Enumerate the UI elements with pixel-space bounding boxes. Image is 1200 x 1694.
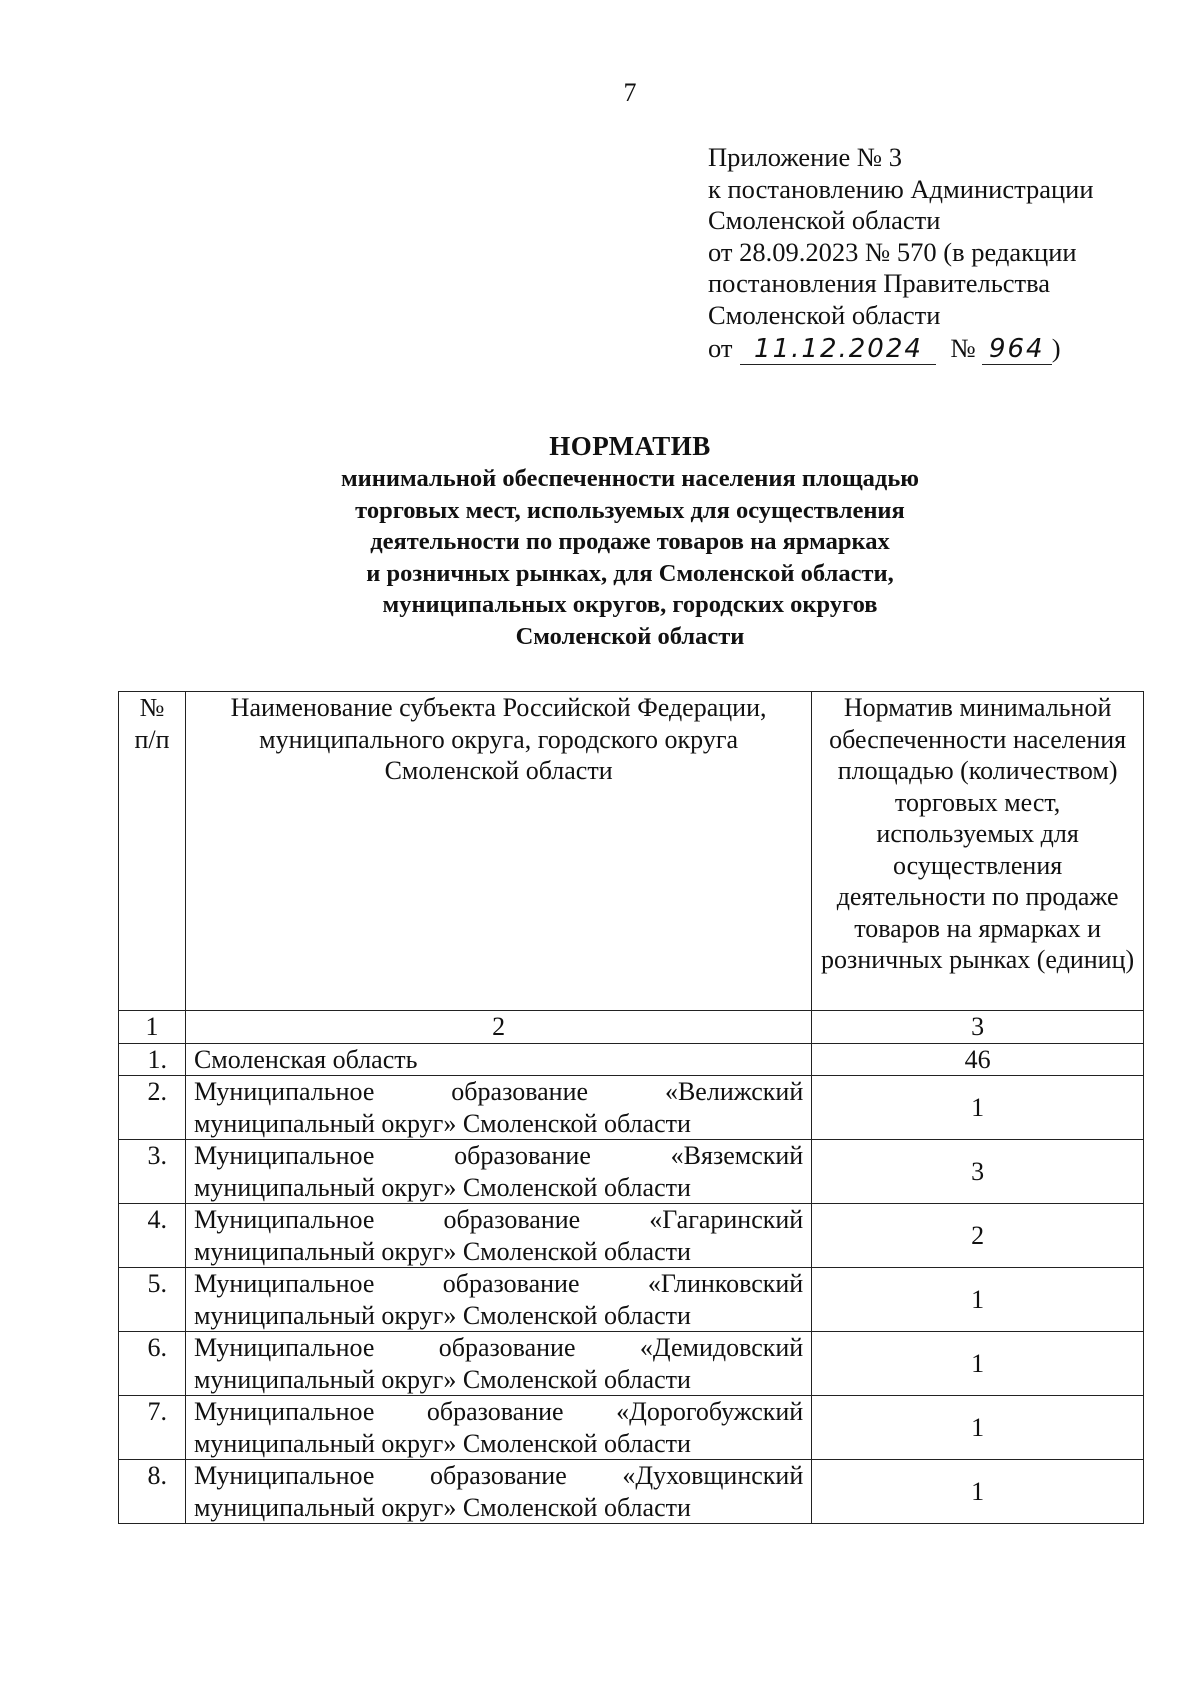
title-line: муниципальных округов, городских округов [382, 591, 878, 618]
row-name: Муниципальное образование «Гагаринский муниципальный округ» Смоленской области [185, 1204, 811, 1268]
title-line: минимальной обеспеченности населения площадью [340, 465, 920, 492]
appendix-block [708, 142, 1094, 365]
table-header-row [119, 692, 1144, 1011]
table-row [119, 1204, 1144, 1268]
row-name: Муниципальное образование «Вяземский муниципальный округ» Смоленской области [185, 1140, 811, 1204]
title-main: НОРМАТИВ [549, 431, 711, 461]
table-row [119, 1396, 1144, 1460]
row-name: Муниципальное образование «Глинковский муниципальный округ» Смоленской области [185, 1268, 811, 1332]
page-number: 7 [623, 78, 637, 107]
column-number: 3 [812, 1011, 1144, 1044]
table-row [119, 1460, 1144, 1524]
appendix-line: Смоленской области [708, 299, 941, 330]
row-name: Муниципальное образование «Дорогобужский муниципальный округ» Смоленской области [185, 1396, 811, 1460]
table-row [119, 1332, 1144, 1396]
table-row [119, 1140, 1144, 1204]
table-row [119, 1043, 1144, 1076]
row-value: 1 [812, 1460, 1144, 1524]
column-number: 1 [119, 1011, 186, 1044]
row-value: 1 [812, 1332, 1144, 1396]
appendix-line: Смоленской области [708, 205, 941, 235]
row-name: Муниципальное образование «Демидовский муниципальный округ» Смоленской области [185, 1332, 811, 1396]
row-number: 4. [119, 1204, 186, 1268]
row-name: Муниципальное образование «Велижский муниципальный округ» Смоленской области [185, 1076, 811, 1140]
row-number: 5. [119, 1268, 186, 1332]
title-line: деятельности по продаже товаров на ярмарках [370, 528, 890, 555]
header-number: № п/п [119, 692, 186, 1011]
appendix-line: от 28.09.2023 № 570 (в редакции [708, 236, 1077, 267]
row-number: 2. [119, 1076, 186, 1140]
row-value: 1 [812, 1396, 1144, 1460]
row-value: 3 [812, 1140, 1144, 1204]
title-line: торговых мест, используемых для осуществления [355, 496, 905, 524]
handwritten-date: 11.12.2024 [740, 334, 936, 365]
date-prefix: от [708, 333, 733, 363]
row-value: 46 [812, 1043, 1144, 1076]
closing-paren: ) [1051, 333, 1061, 363]
row-value: 1 [812, 1076, 1144, 1140]
row-number: 1. [119, 1043, 186, 1076]
row-value: 2 [812, 1204, 1144, 1268]
title-line: Смоленской области [515, 622, 745, 650]
row-number: 6. [119, 1332, 186, 1396]
appendix-line: к постановлению Администрации [708, 173, 1094, 204]
norms-table [118, 691, 1144, 1524]
appendix-line: Приложение № 3 [708, 142, 903, 172]
row-number: 8. [119, 1460, 186, 1524]
table-row [119, 1076, 1144, 1140]
header-name: Наименование субъекта Российской Федерации, муниципального округа, городского округа Смоленской области [185, 692, 811, 1011]
number-prefix: № [950, 333, 976, 363]
row-name: Смоленская область [185, 1043, 811, 1076]
handwritten-date-line [708, 333, 1094, 365]
row-name: Муниципальное образование «Духовщинский муниципальный округ» Смоленской области [185, 1460, 811, 1524]
handwritten-number: 964 [982, 334, 1052, 365]
row-number: 7. [119, 1396, 186, 1460]
table-row [119, 1268, 1144, 1332]
column-number-row [119, 1011, 1144, 1044]
document-title [0, 430, 1200, 652]
appendix-line: постановления Правительства [708, 268, 1051, 298]
title-line: и розничных рынках, для Смоленской области, [366, 559, 894, 587]
header-norm: Норматив минимальной обеспеченности населения площадью (количеством) торговых мест, используемых для осуществления деятельности по продаже товаров на ярмарках и розничных рынках (единиц) [812, 692, 1144, 1011]
row-number: 3. [119, 1140, 186, 1204]
row-value: 1 [812, 1268, 1144, 1332]
column-number: 2 [185, 1011, 811, 1044]
